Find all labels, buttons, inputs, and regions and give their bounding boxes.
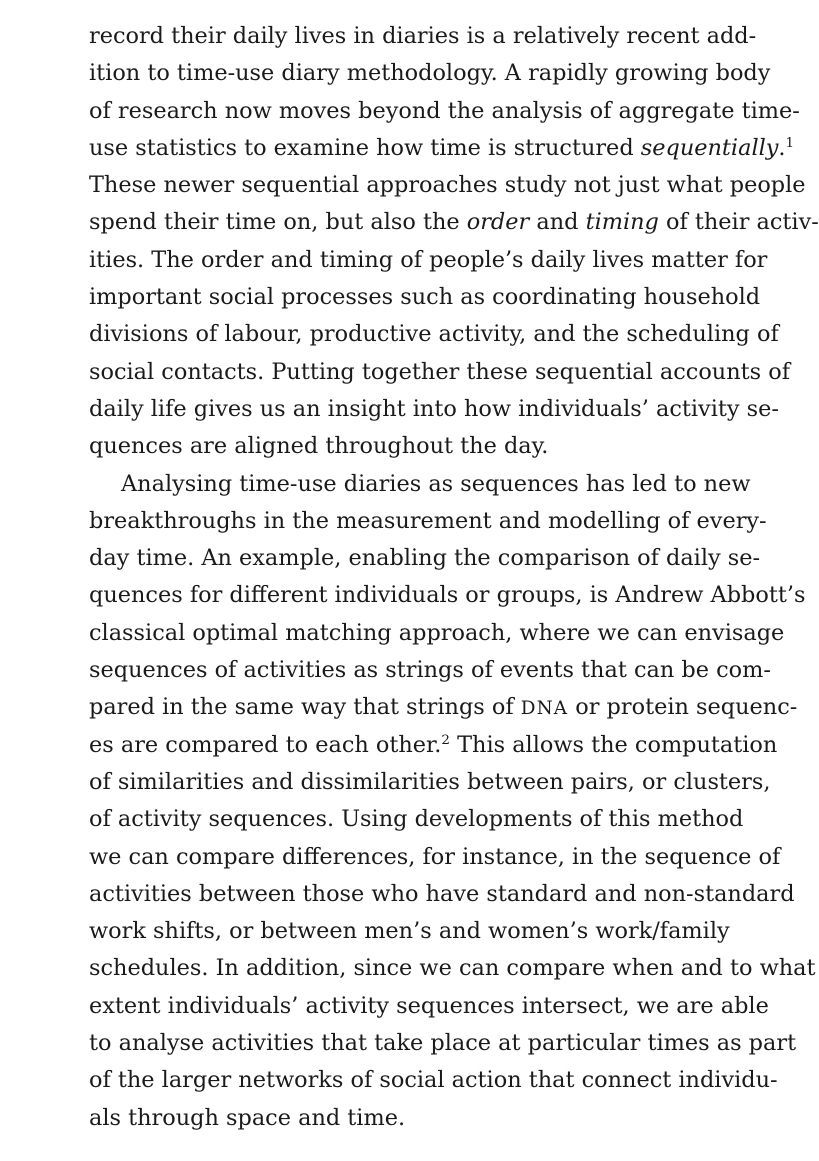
- text-segment: quences for different individuals or groups, is Andrew Abbott’s: [89, 582, 806, 609]
- footnote-marker: 1: [785, 135, 795, 151]
- text-line: [89, 876, 795, 913]
- text-line: [89, 503, 767, 540]
- text-segment: use statistics to examine how time is structured: [89, 134, 641, 161]
- text-line: [89, 18, 757, 55]
- text-segment: quences are aligned throughout the day.: [89, 433, 549, 460]
- text-segment: divisions of labour, productive activity, and the scheduling of: [89, 321, 779, 348]
- text-segment: social contacts. Putting together these sequential accounts of: [89, 358, 791, 385]
- text-segment: activities between those who have standard and non-standard: [89, 880, 795, 907]
- text-line: [89, 801, 744, 838]
- text-line: [89, 466, 751, 503]
- emphasis-text: sequentially: [640, 134, 779, 161]
- text-segment: we can compare differences, for instance, in the sequence of: [89, 843, 781, 870]
- text-line: [89, 615, 785, 652]
- text-segment: day time. An example, enabling the comparison of daily se-: [89, 545, 761, 572]
- text-line: [89, 577, 806, 614]
- small-caps-text: DNA: [520, 698, 569, 720]
- footnote-marker: 2: [441, 732, 450, 748]
- text-segment: important social processes such as coordinating household: [89, 284, 761, 311]
- text-line: [89, 93, 800, 130]
- text-line: [89, 988, 769, 1025]
- emphasis-text: order: [466, 209, 530, 236]
- text-segment: to analyse activities that take place at particular times as part: [89, 1030, 797, 1057]
- text-segment: work shifts, or between men’s and women’s work/family: [89, 918, 730, 945]
- body-text: [89, 18, 819, 1137]
- text-segment: pared in the same way that strings of: [89, 694, 521, 721]
- text-segment: spend their time on, but also the: [89, 209, 467, 236]
- text-segment: sequences of activities as strings of events that can be com-: [89, 657, 771, 684]
- text-segment: breakthroughs in the measurement and modelling of every-: [89, 507, 767, 534]
- text-segment: es are compared to each other.: [89, 731, 442, 758]
- text-line: [89, 242, 768, 279]
- text-segment: daily life gives us an insight into how individuals’ activity se-: [89, 395, 779, 422]
- text-line: [89, 130, 795, 167]
- text-segment: and: [529, 209, 586, 236]
- text-line: [89, 764, 771, 801]
- text-segment: classical optimal matching approach, where we can envisage: [89, 619, 785, 646]
- text-segment: .: [778, 134, 786, 161]
- text-line: [89, 316, 779, 353]
- text-segment: of similarities and dissimilarities between pairs, or clusters,: [89, 768, 771, 795]
- text-line: [89, 354, 791, 391]
- text-line: [89, 279, 761, 316]
- text-segment: als through space and time.: [89, 1104, 406, 1131]
- text-line: [89, 950, 816, 987]
- text-segment: ities. The order and timing of people’s daily lives matter for: [89, 246, 768, 273]
- text-segment: schedules. In addition, since we can compare when and to what: [89, 955, 816, 982]
- text-segment: of their activ-: [658, 209, 819, 236]
- text-line: [89, 1062, 778, 1099]
- paragraph-2: [89, 466, 816, 1137]
- text-line: [89, 1100, 713, 1137]
- text-segment: of the larger networks of social action that connect individu-: [89, 1067, 778, 1094]
- paragraph-1: [89, 18, 819, 466]
- text-line: [89, 727, 778, 764]
- emphasis-text: timing: [585, 209, 659, 236]
- text-line: [89, 839, 781, 876]
- text-segment: of activity sequences. Using developments of this method: [89, 806, 744, 833]
- text-line: [89, 55, 771, 92]
- text-segment: or protein sequenc-: [568, 694, 798, 721]
- text-line: [89, 1025, 797, 1062]
- text-segment: Analysing time-use diaries as sequences has led to new: [121, 470, 751, 497]
- text-segment: of research now moves beyond the analysis of aggregate time-: [89, 97, 800, 124]
- text-segment: ition to time-use diary methodology. A rapidly growing body: [89, 60, 771, 87]
- text-segment: These newer sequential approaches study not just what people: [89, 172, 806, 199]
- text-line: [89, 652, 771, 689]
- text-segment: This allows the computation: [449, 731, 778, 758]
- text-line: [89, 204, 819, 241]
- book-page-body: [89, 18, 819, 1137]
- text-line: [89, 391, 779, 428]
- text-line: [89, 689, 798, 726]
- text-line: [89, 428, 713, 465]
- text-segment: extent individuals’ activity sequences intersect, we are able: [89, 992, 769, 1019]
- text-line: [89, 167, 806, 204]
- text-line: [89, 913, 730, 950]
- text-line: [89, 540, 761, 577]
- text-segment: record their daily lives in diaries is a relatively recent add-: [89, 23, 757, 49]
